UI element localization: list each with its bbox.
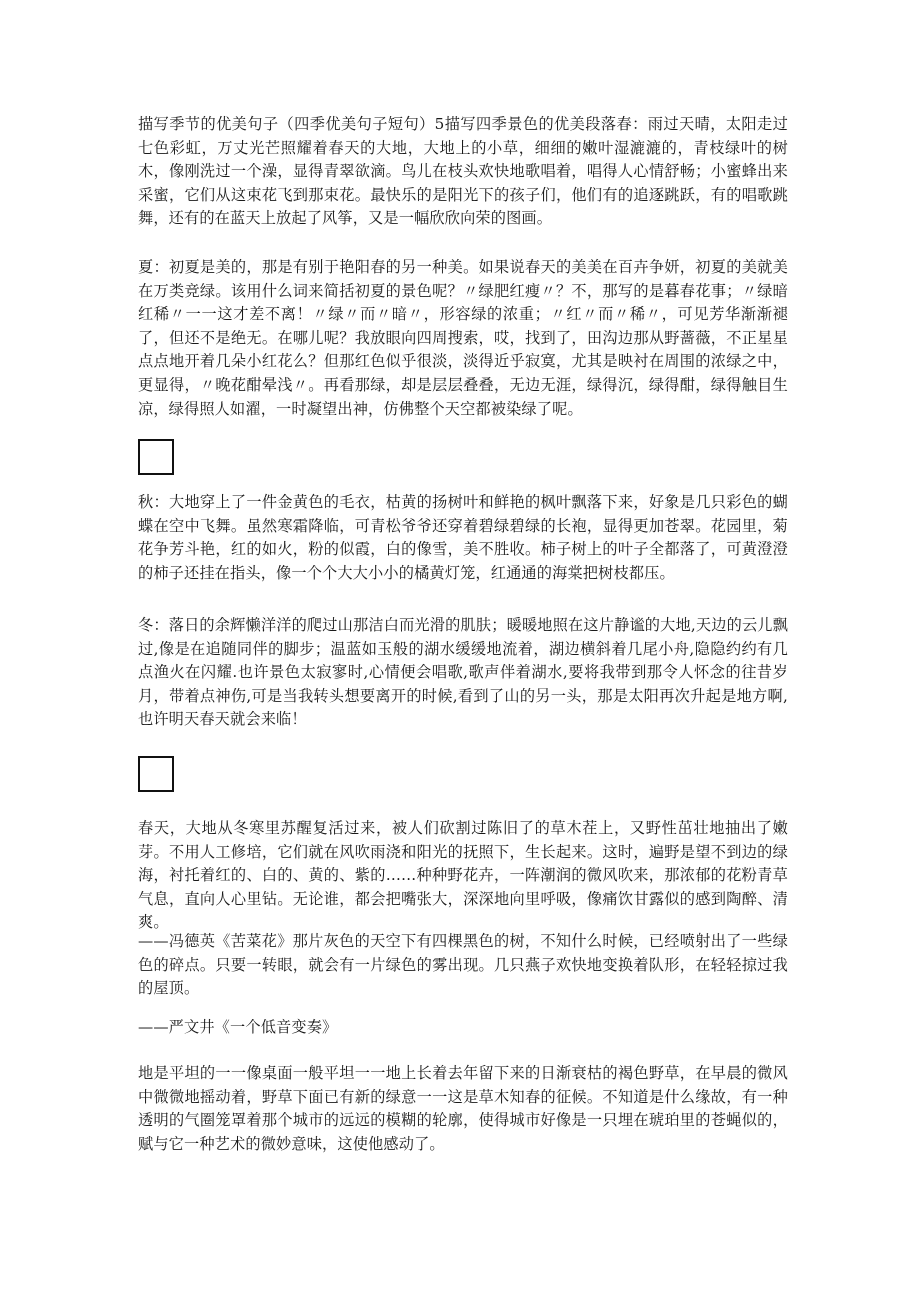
image-placeholder-box	[138, 439, 174, 475]
paragraph-kucaihua-quote: ——冯德英《苦菜花》那片灰色的天空下有四棵黑色的树，不知什么时候，已经喷射出了一些绿色的碎点。只要一转眼，就会有一片绿色的雾出现。几只燕子欢快地变换着队形，在轻轻掠过我的屋顶。	[138, 932, 788, 998]
paragraph-spring-excerpt: 春天，大地从冬寒里苏醒复活过来，被人们砍割过陈旧了的草木茬上，又野性茁壮地抽出了嫩芽。不用人工修培，它们就在风吹雨浇和阳光的抚照下，生长起来。这时，遍野是望不到边的绿海，衬托着红的、白的、黄的、紫的……种种野花卉，一阵潮润的微风吹来，那浓郁的花粉青草气息，直向人心里钻。无论谁，都会把嘴张大，深深地向里呼吸，像痛饮甘露似的感到陶醉、清爽。	[138, 819, 788, 932]
paragraph-winter: 冬：落日的余辉懒洋洋的爬过山那洁白而光滑的肌肤；暖暖地照在这片静谧的大地,天边的云儿飘过,像是在追随同伴的脚步；温蓝如玉般的湖水缓缓地流着，湖边横斜着几尾小舟,隐隐约约有几点渔火在闪耀.也许景色太寂寥时,心情便会唱歌,歌声伴着湖水,要将我带到那令人怀念的往昔岁月，带着点神伤,可是当我转头想要离开的时候,看到了山的另一头，那是太阳再次升起是地方啊,也许明天春天就会来临！	[138, 616, 788, 729]
paragraph-summer: 夏：初夏是美的，那是有别于艳阳春的另一种美。如果说春天的美美在百卉争妍，初夏的美就美在万类竞绿。该用什么词来简括初夏的景色呢？〃绿肥红瘦〃？不，那写的是暮春花事；〃绿暗红稀〃一一这才差不离！〃绿〃而〃暗〃，形容绿的浓重；〃红〃而〃稀〃，可见芳华渐渐褪了，但还不是绝无。在哪儿呢？我放眼向四周搜索，哎，找到了，田沟边那从野蔷薇，不正星星点点地开着几朵小红花么？但那红色似乎很淡，淡得近乎寂寞，尤其是映衬在周围的浓绿之中，更显得，〃晚花酣晕浅〃。再看那绿，却是层层叠叠，无边无涯，绿得沉，绿得酣，绿得触目生凉，绿得照人如濯，一时凝望出神，仿佛整个天空都被染绿了呢。	[138, 258, 788, 418]
image-placeholder-box	[138, 756, 174, 792]
paragraph-attribution: ——严文井《一个低音变奏》	[138, 1018, 338, 1036]
paragraph-autumn: 秋：大地穿上了一件金黄色的毛衣，枯黄的扬树叶和鲜艳的枫叶飘落下来，好象是几只彩色的蝴蝶在空中飞舞。虽然寒霜降临，可青松爷爷还穿着碧绿碧绿的长袍，显得更加苍翠。花园里，菊花争芳斗艳，红的如火，粉的似霞，白的像雪，美不胜收。柿子树上的叶子全都落了，可黄澄澄的柿子还挂在指头，像一个个大大小小的橘黄灯笼，红通通的海棠把树枝都压。	[138, 493, 788, 582]
paragraph-intro-spring: 描写季节的优美句子（四季优美句子短句）5描写四季景色的优美段落春：雨过天晴，太阳走过七色彩虹，万丈光芒照耀着春天的大地，大地上的小草，细细的嫩叶湿漉漉的，青枝绿叶的树木，像刚洗过一个澡，显得青翠欲滴。鸟儿在枝头欢快地歌唱着，唱得人心情舒畅；小蜜蜂出来采蜜，它们从这束花飞到那束花。最快乐的是阳光下的孩子们，他们有的追逐跳跃，有的唱歌跳舞，还有的在蓝天上放起了风筝，又是一幅欣欣向荣的图画。	[138, 115, 788, 228]
paragraph-city-scene: 地是平坦的一一像桌面一般平坦一一地上长着去年留下来的日渐衰枯的褐色野草，在早晨的微风中微微地摇动着，野草下面已有新的绿意一一这是草木知春的征候。不知道是什么缘故，有一种透明的气圈笼罩着那个城市的远远的模糊的轮廓，使得城市好像是一只埋在琥珀里的苍蝇似的，赋与它一种艺术的微妙意味，这使他感动了。	[138, 1064, 788, 1153]
